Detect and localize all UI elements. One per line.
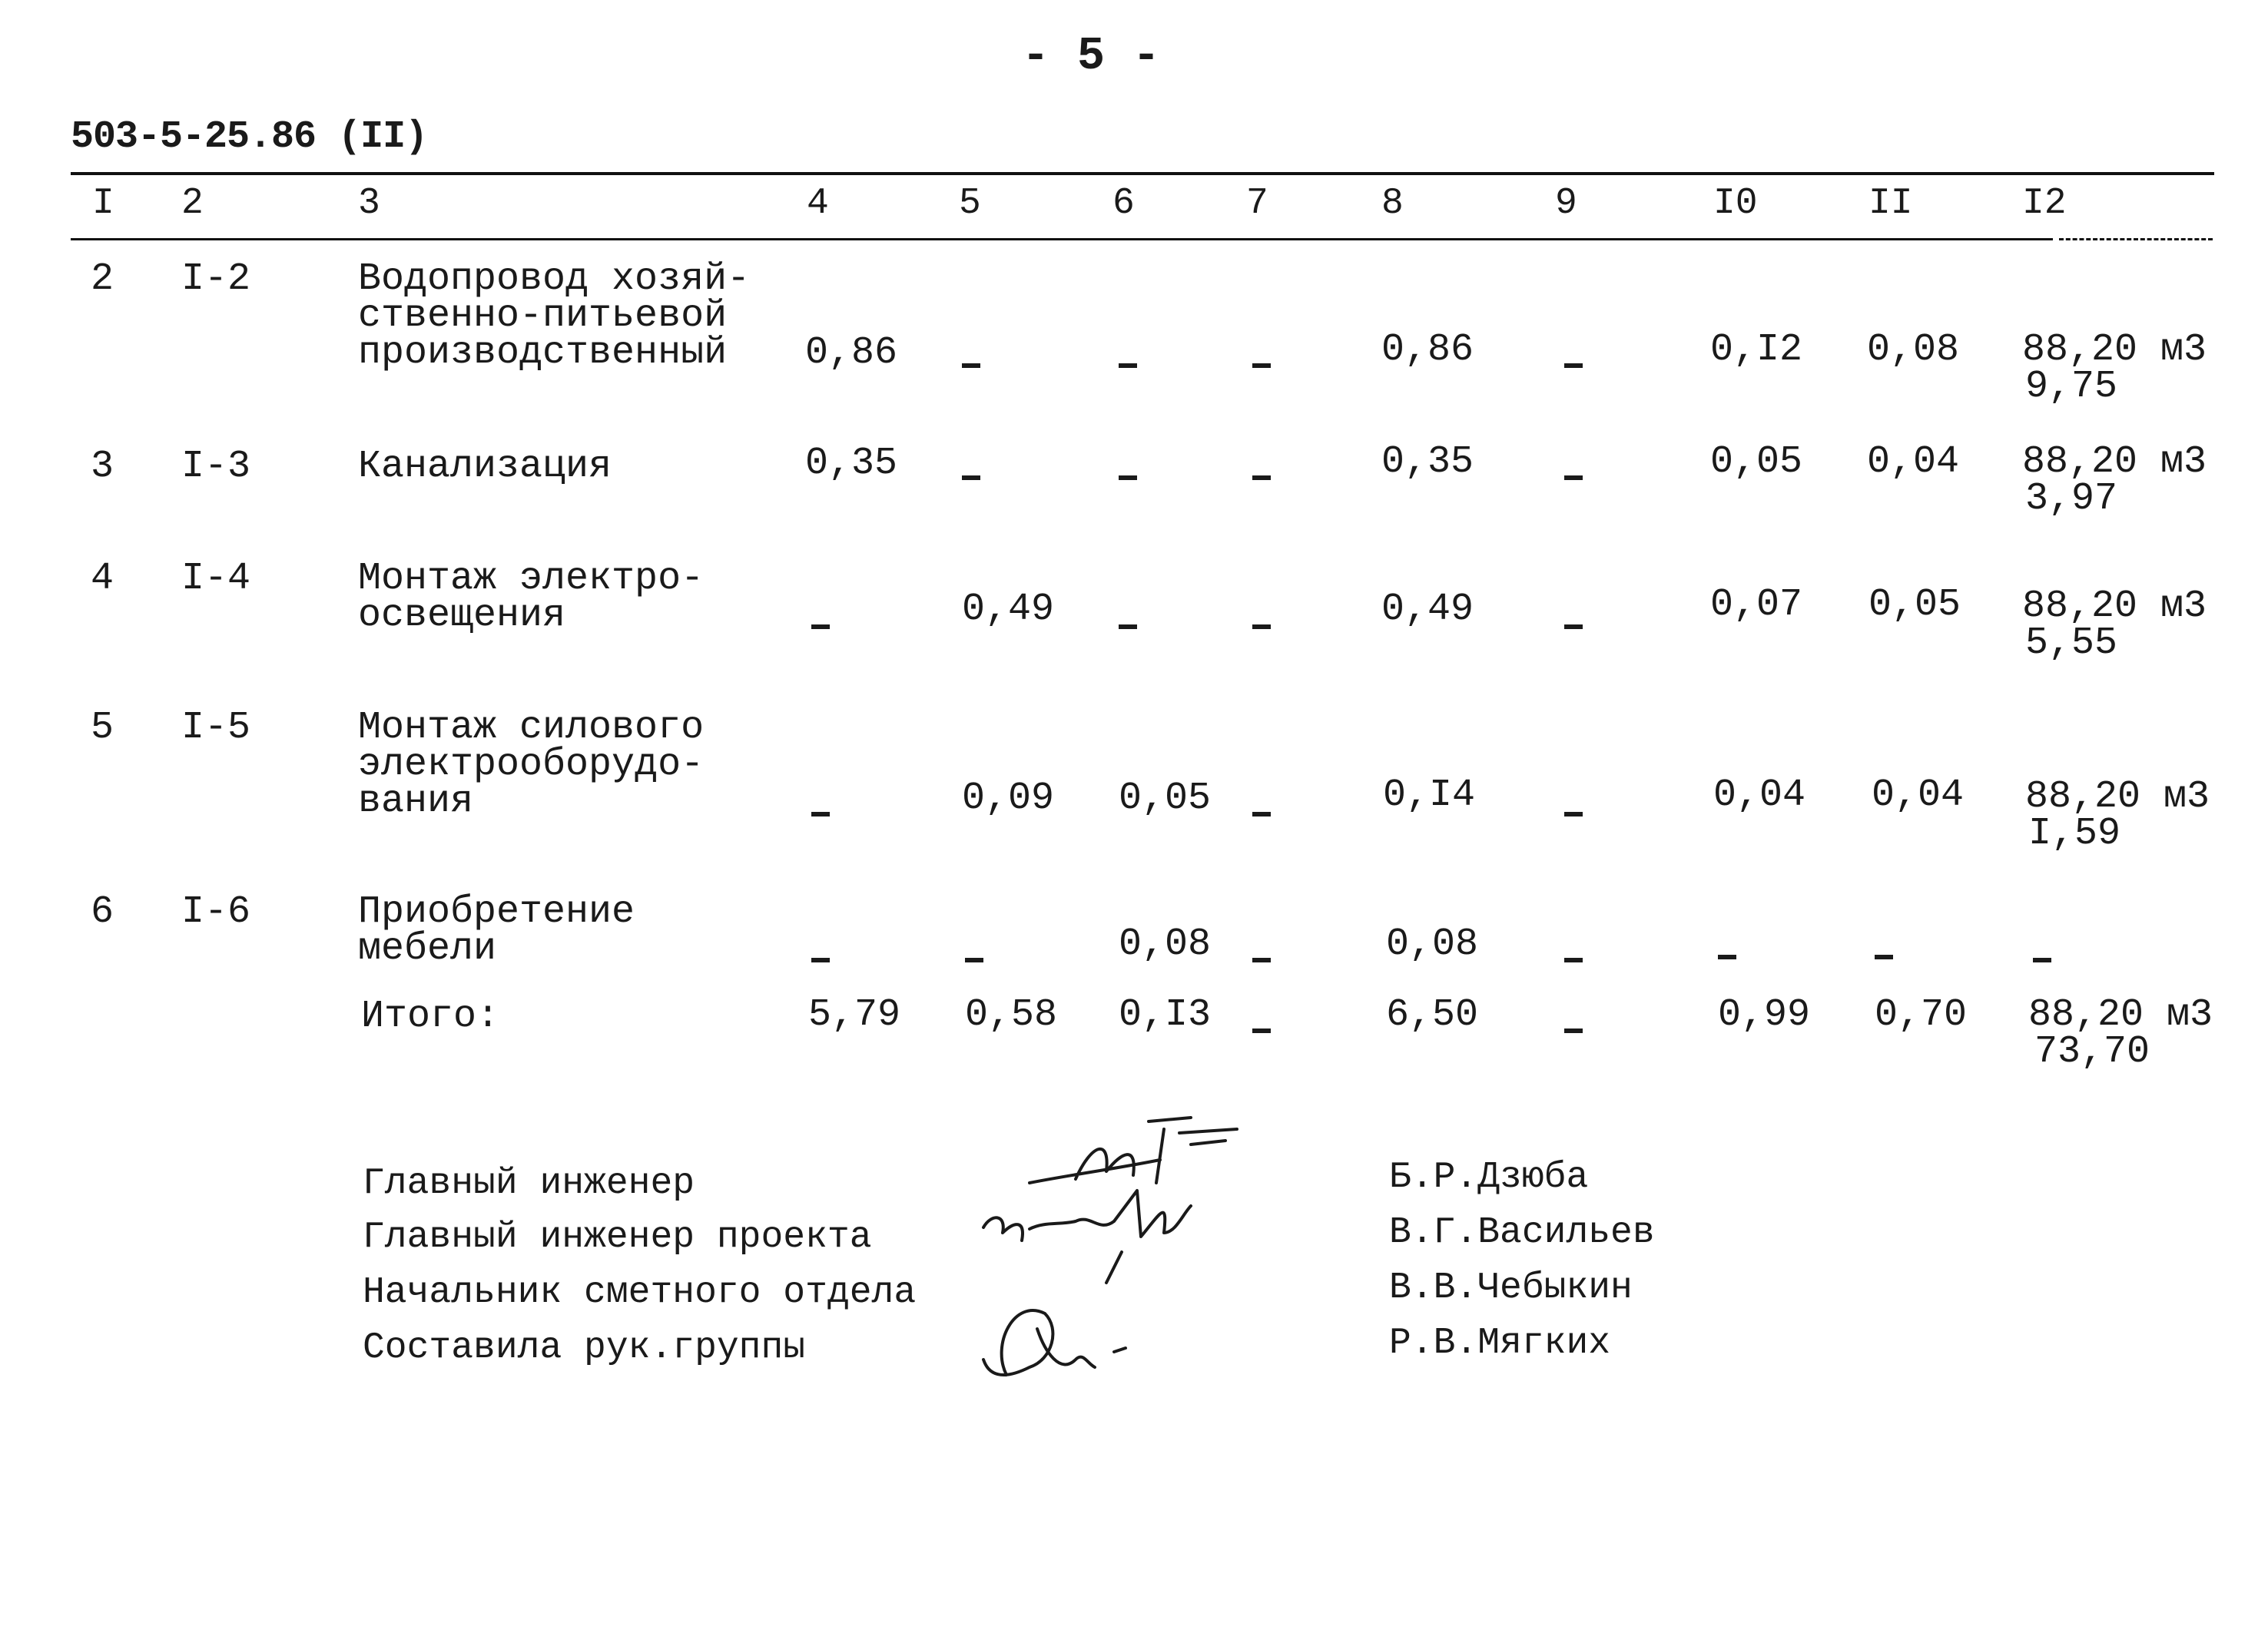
row-name-line: электрооборудо- [358,743,705,787]
total-col8: 6,50 [1386,993,1479,1037]
signatory-role: Главный инженер проекта [363,1217,872,1258]
row-name-line: мебели [358,927,497,971]
total-col9 [1564,1019,1583,1033]
cell-col11: 0,05 [1868,583,1961,627]
signatory-role: Главный инженер [363,1163,695,1204]
total-col12-rate: 88,20 м3 [2028,993,2213,1037]
column-header-5: 5 [959,183,981,224]
signatory-name: В.Г.Васильев [1389,1212,1655,1254]
column-header-9: 9 [1555,183,1577,224]
cell-col10: 0,I2 [1710,328,1803,372]
row-number: 6 [91,890,114,934]
column-header-1: I [92,183,114,224]
signature-stroke [1030,1118,1237,1183]
dash-mark [1119,363,1137,368]
cell-col12-amount: I,59 [2028,812,2121,856]
row-code: I-2 [181,257,251,301]
dash-mark [1718,955,1736,959]
column-header-12: I2 [2022,183,2067,224]
dash-mark [1875,955,1893,959]
cell-col11: 0,04 [1867,440,1960,484]
cell-col12-rate: 88,20 м3 [2025,775,2210,819]
cell-col6: 0,05 [1119,777,1212,820]
dash-mark [965,958,983,962]
total-col10: 0,99 [1718,993,1811,1037]
cell-col6 [1119,614,1137,629]
row-name-line: Приобретение [358,890,635,934]
row-code: I-4 [181,557,251,601]
signatory-role: Составила рук.группы [363,1327,806,1369]
dash-mark [1252,363,1271,368]
cell-col4: 0,86 [805,331,898,375]
handwritten-signatures [960,1098,1306,1421]
dash-mark [962,363,980,368]
row-number: 2 [91,257,114,301]
dash-mark [1564,1028,1583,1033]
dash-mark [1564,812,1583,816]
cell-col7 [1252,802,1271,816]
cell-col5: 0,09 [962,777,1055,820]
cell-col4 [811,802,830,816]
row-name-line: Канализация [358,445,612,489]
cell-col5: 0,49 [962,588,1055,631]
row-name-line: Монтаж электро- [358,557,705,601]
dash-mark [1564,475,1583,480]
total-col7 [1252,1019,1271,1033]
dash-mark [1252,958,1271,962]
cell-col12-rate: 88,20 м3 [2022,328,2207,372]
cell-col11 [1875,945,1893,959]
row-name-line: освещения [358,594,566,638]
dash-mark [1119,624,1137,629]
row-code: I-5 [181,706,251,750]
signatory-role: Начальник сметного отдела [363,1272,917,1313]
total-col6: 0,I3 [1119,993,1212,1037]
table-header-rule-dashed [2059,238,2213,240]
page-number: - 5 - [1022,31,1161,83]
cell-col12-rate [2033,948,2051,962]
row-number: 5 [91,706,114,750]
signature-stroke [983,1191,1191,1283]
cell-col8: 0,35 [1381,440,1474,484]
dash-mark [1564,624,1583,629]
cell-col8: 0,49 [1381,588,1474,631]
cell-col10: 0,05 [1710,440,1803,484]
dash-mark [811,812,830,816]
row-name-line: вания [358,780,474,823]
dash-mark [1252,1028,1271,1033]
cell-col9 [1564,802,1583,816]
cell-col9 [1564,353,1583,368]
column-header-3: 3 [358,183,380,224]
row-name-line: ственно-питьевой [358,294,728,338]
cell-col11: 0,04 [1872,773,1965,817]
row-name-line: Водопровод хозяй- [358,257,751,301]
table-header-rule [71,238,2053,240]
total-col5: 0,58 [965,993,1058,1037]
cell-col7 [1252,465,1271,480]
row-code: I-3 [181,445,251,489]
row-number: 3 [91,445,114,489]
cell-col7 [1252,948,1271,962]
table-top-rule [71,172,2214,175]
signatory-name: Р.В.Мягких [1389,1323,1611,1364]
column-header-6: 6 [1112,183,1135,224]
dash-mark [811,624,830,629]
cell-col8: 0,I4 [1383,773,1476,817]
row-number: 4 [91,557,114,601]
dash-mark [1252,624,1271,629]
signatory-name: Б.Р.Дзюба [1389,1157,1589,1198]
cell-col10: 0,07 [1710,583,1803,627]
dash-mark [811,958,830,962]
cell-col9 [1564,465,1583,480]
cell-col9 [1564,948,1583,962]
total-col12-amount: 73,70 [2034,1030,2150,1074]
dash-mark [962,475,980,480]
cell-col5 [965,948,983,962]
cell-col9 [1564,614,1583,629]
total-col4: 5,79 [808,993,901,1037]
signature-stroke [983,1310,1126,1375]
document-code: 503-5-25.86 (II) [71,115,428,159]
row-name-line: производственный [358,331,728,375]
cell-col5 [962,353,980,368]
dash-mark [2033,958,2051,962]
cell-col8: 0,86 [1381,328,1474,372]
cell-col7 [1252,614,1271,629]
cell-col4: 0,35 [805,442,898,485]
dash-mark [1564,363,1583,368]
total-col11: 0,70 [1875,993,1968,1037]
cell-col12-amount: 3,97 [2025,477,2118,521]
cell-col6: 0,08 [1119,922,1212,966]
cell-col10 [1718,945,1736,959]
cell-col12-rate: 88,20 м3 [2022,440,2207,484]
dash-mark [1252,812,1271,816]
dash-mark [1564,958,1583,962]
cell-col12-amount: 5,55 [2025,621,2118,665]
cell-col10: 0,04 [1713,773,1806,817]
cell-col12-amount: 9,75 [2025,365,2118,409]
cell-col11: 0,08 [1867,328,1960,372]
dash-mark [1119,475,1137,480]
cell-col4 [811,614,830,629]
row-name-line: Монтаж силового [358,706,705,750]
row-code: I-6 [181,890,251,934]
cell-col8: 0,08 [1386,922,1479,966]
column-header-4: 4 [807,183,829,224]
totals-label: Итого: [361,995,500,1038]
dash-mark [1252,475,1271,480]
column-header-7: 7 [1246,183,1268,224]
column-header-2: 2 [181,183,204,224]
column-header-11: II [1868,183,1913,224]
column-header-8: 8 [1381,183,1404,224]
column-header-10: I0 [1713,183,1758,224]
cell-col4 [811,948,830,962]
cell-col7 [1252,353,1271,368]
signatory-name: В.В.Чебыкин [1389,1267,1633,1309]
cell-col5 [962,465,980,480]
cell-col6 [1119,465,1137,480]
cell-col6 [1119,353,1137,368]
cell-col12-rate: 88,20 м3 [2022,585,2207,628]
